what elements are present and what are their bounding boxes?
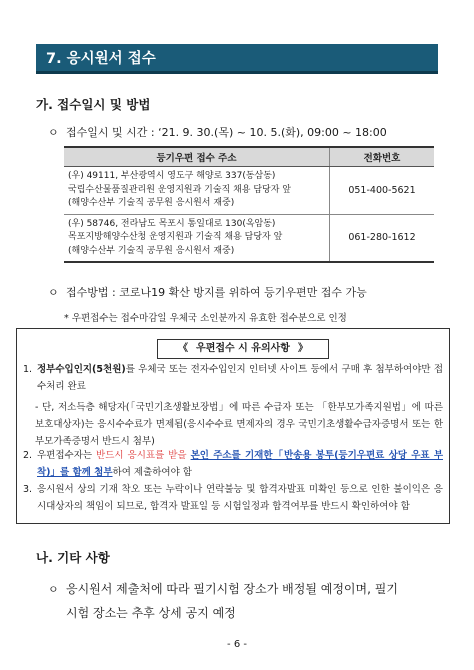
postmark-note: * 우편접수는 접수마감일 우체국 소인분까지 유효한 접수분으로 인정 [64, 313, 347, 324]
bullet-icon: ㅇ [48, 286, 59, 299]
item-number: 3. [23, 484, 33, 495]
header-address: 등기우편 접수 주소 [64, 147, 330, 167]
item-number: 1. [23, 364, 33, 375]
address-line: 목포지방해양수산청 운영지원과 기술직 채용 담당자 앞 [68, 232, 283, 242]
notice-title-text: 우편접수 시 유의사항 [196, 343, 290, 354]
address-cell [64, 167, 330, 215]
bracket-left: 《 [178, 343, 189, 354]
phone-cell: 051-400-5621 [330, 167, 435, 215]
phone-cell: 061-280-1612 [348, 232, 416, 243]
address-table [64, 146, 434, 263]
header-phone: 전화번호 [330, 147, 435, 167]
notice-box [16, 328, 450, 524]
subitem-text: - 단, 저소득층 해당자(「국민기초생활보장법」에 따른 수급자 또는 「한부모가족지원법」에 따른 보호대상자)는 응시수수료가 면제됨(응시수수료 면제자의 경우 국민기초생활수급자증명서 또는 한부모가족증명서 반드시 첨부) [35, 402, 443, 447]
item-text-part: 하여 제출하여야 함 [112, 467, 192, 478]
section-title: 7. 응시원서 접수 [36, 44, 438, 74]
item-text: 를 우체국 또는 전자수입인지 인터넷 사이트 등에서 구매 후 첨부하여야만 접수처리 완료 [37, 364, 443, 392]
other-line-1 [48, 580, 398, 597]
item-text-red: 반드시 응시표를 받을 [96, 450, 191, 461]
notice-item-3 [23, 481, 443, 515]
notice-item-2 [23, 447, 443, 481]
schedule-text: 접수일시 및 시간 : ‘21. 9. 30.(목) ~ 10. 5.(화), 09:00 ~ 18:00 [66, 126, 387, 139]
subsection-a-heading: 가. 접수일시 및 방법 [36, 97, 151, 112]
address-line: (해양수산부 기술직 공무원 응시원서 재중) [68, 198, 235, 208]
method-line [48, 284, 367, 300]
address-line: (해양수산부 기술직 공무원 응시원서 재중) [68, 245, 235, 256]
address-line: 국립수산물품질관리원 운영지원과 기술직 채용 담당자 앞 [68, 184, 291, 195]
notice-subitem [35, 399, 443, 450]
other-line-2: 시험 장소는 추후 상세 공지 예정 [66, 606, 236, 620]
method-text: 접수방법 : 코로나19 확산 방지를 위하여 등기우편만 접수 가능 [66, 286, 367, 299]
notice-title [157, 339, 329, 359]
bullet-icon: ㅇ [48, 126, 59, 139]
item-text-part: 우편접수자는 [37, 450, 97, 461]
bracket-right: 》 [297, 343, 308, 354]
schedule-line [48, 124, 387, 140]
subsection-b-heading: 나. 기타 사항 [36, 550, 110, 565]
table-row [64, 214, 434, 262]
item-number: 2. [23, 450, 33, 461]
table-row [64, 167, 434, 215]
address-cell [64, 214, 330, 262]
stamp-fee-label: 정부수입인지(5천원) [37, 364, 126, 375]
page-number: - 6 - [227, 639, 247, 650]
item-text: 응시원서 상의 기재 착오 또는 누락이나 연락불능 및 합격자발표 미확인 등으로 인한 불이익은 응시대상자의 책임이 되므로, 합격자 발표일 등 시험일정과 합격여부를 반드시 확인하여야 함 [37, 484, 443, 512]
bullet-icon: ㅇ [48, 583, 59, 596]
item-text-emphasis: 본인 주소를 기재한 [190, 450, 273, 461]
notice-item-1 [23, 361, 443, 395]
address-line: (우) 49111, 부산광역시 영도구 해양로 337(동삼동) [68, 171, 276, 181]
other-text-1: 응시원서 제출처에 따라 필기시험 장소가 배정될 예정이며, 필기 [66, 582, 398, 596]
item-text-emphasis: 「반송용 봉투(등기우편료 상당 우표 부착)」를 함께 첨부 [37, 450, 444, 478]
address-line: (우) 58746, 전라남도 목포시 통일대로 130(옥암동) [68, 218, 276, 229]
